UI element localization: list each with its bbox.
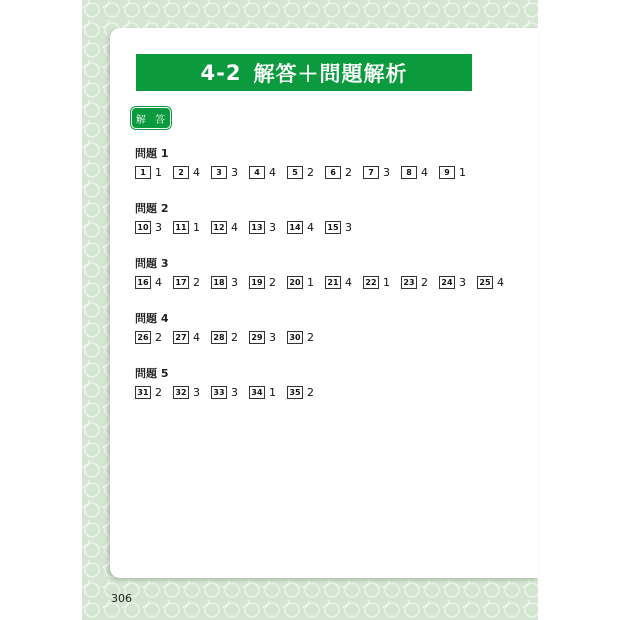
answer-row bbox=[135, 385, 325, 399]
answer-item bbox=[211, 276, 238, 289]
answer-item bbox=[325, 166, 352, 179]
question-number-box: 30 bbox=[287, 331, 303, 344]
answer-item bbox=[135, 221, 162, 234]
answer-value: 3 bbox=[231, 385, 238, 399]
question-number-box: 26 bbox=[135, 331, 151, 344]
answer-item bbox=[173, 166, 200, 179]
answer-value: 2 bbox=[155, 330, 162, 344]
question-number-box: 22 bbox=[363, 276, 379, 289]
answer-value: 3 bbox=[193, 385, 200, 399]
answer-value: 2 bbox=[307, 385, 314, 399]
question-number-box: 3 bbox=[211, 166, 227, 179]
answer-item bbox=[173, 386, 200, 399]
question-number-box: 29 bbox=[249, 331, 265, 344]
answer-item bbox=[363, 276, 390, 289]
chapter-title-banner bbox=[136, 54, 472, 91]
question-number-box: 35 bbox=[287, 386, 303, 399]
answer-value: 4 bbox=[497, 275, 504, 289]
answer-item bbox=[249, 221, 276, 234]
section-heading: 問題 1 bbox=[135, 147, 169, 160]
answer-item bbox=[287, 221, 314, 234]
answer-row bbox=[135, 165, 477, 179]
question-number-box: 10 bbox=[135, 221, 151, 234]
page-number: 306 bbox=[111, 592, 132, 605]
answer-item bbox=[249, 331, 276, 344]
question-number-box: 2 bbox=[173, 166, 189, 179]
question-number-box: 7 bbox=[363, 166, 379, 179]
answer-item bbox=[325, 276, 352, 289]
answer-value: 3 bbox=[231, 165, 238, 179]
question-number-box: 9 bbox=[439, 166, 455, 179]
answer-value: 4 bbox=[231, 220, 238, 234]
answer-value: 4 bbox=[269, 165, 276, 179]
answer-row bbox=[135, 220, 363, 234]
question-number-box: 5 bbox=[287, 166, 303, 179]
answer-item bbox=[439, 166, 466, 179]
answer-value: 2 bbox=[307, 165, 314, 179]
answer-value: 4 bbox=[155, 275, 162, 289]
question-number-box: 6 bbox=[325, 166, 341, 179]
answer-label: 解 答 bbox=[133, 109, 169, 127]
section-heading: 問題 3 bbox=[135, 257, 169, 270]
answer-value: 3 bbox=[269, 330, 276, 344]
question-number-box: 28 bbox=[211, 331, 227, 344]
answer-item bbox=[287, 386, 314, 399]
answer-value: 4 bbox=[307, 220, 314, 234]
answer-item bbox=[135, 276, 162, 289]
answer-value: 3 bbox=[383, 165, 390, 179]
question-number-box: 11 bbox=[173, 221, 189, 234]
question-number-box: 19 bbox=[249, 276, 265, 289]
question-number-box: 21 bbox=[325, 276, 341, 289]
question-number-box: 4 bbox=[249, 166, 265, 179]
answer-item bbox=[477, 276, 504, 289]
answer-row bbox=[135, 330, 325, 344]
question-number-box: 1 bbox=[135, 166, 151, 179]
answer-item bbox=[401, 166, 428, 179]
answer-value: 4 bbox=[193, 330, 200, 344]
answer-item bbox=[173, 331, 200, 344]
question-number-box: 20 bbox=[287, 276, 303, 289]
question-number-box: 23 bbox=[401, 276, 417, 289]
question-number-box: 12 bbox=[211, 221, 227, 234]
question-number-box: 25 bbox=[477, 276, 493, 289]
answer-value: 2 bbox=[307, 330, 314, 344]
chapter-number: 4-2 bbox=[200, 60, 242, 85]
answer-value: 1 bbox=[383, 275, 390, 289]
chapter-title: 解答＋問題解析 bbox=[253, 61, 408, 86]
answer-value: 1 bbox=[193, 220, 200, 234]
question-number-box: 17 bbox=[173, 276, 189, 289]
answer-value: 1 bbox=[459, 165, 466, 179]
answer-value: 2 bbox=[193, 275, 200, 289]
answer-value: 2 bbox=[155, 385, 162, 399]
question-number-box: 31 bbox=[135, 386, 151, 399]
answer-value: 4 bbox=[421, 165, 428, 179]
answer-item bbox=[135, 386, 162, 399]
answer-value: 3 bbox=[155, 220, 162, 234]
question-number-box: 15 bbox=[325, 221, 341, 234]
question-number-box: 8 bbox=[401, 166, 417, 179]
answer-item bbox=[249, 276, 276, 289]
answer-item bbox=[401, 276, 428, 289]
answer-item bbox=[173, 276, 200, 289]
answer-value: 4 bbox=[345, 275, 352, 289]
question-number-box: 33 bbox=[211, 386, 227, 399]
answer-item bbox=[249, 166, 276, 179]
answer-item bbox=[439, 276, 466, 289]
question-number-box: 27 bbox=[173, 331, 189, 344]
section-heading: 問題 4 bbox=[135, 312, 169, 325]
section-heading: 問題 2 bbox=[135, 202, 169, 215]
answer-item bbox=[211, 221, 238, 234]
question-number-box: 16 bbox=[135, 276, 151, 289]
answer-item bbox=[249, 386, 276, 399]
question-number-box: 18 bbox=[211, 276, 227, 289]
answer-item bbox=[135, 331, 162, 344]
answer-row bbox=[135, 275, 515, 289]
question-number-box: 32 bbox=[173, 386, 189, 399]
question-number-box: 24 bbox=[439, 276, 455, 289]
answer-item bbox=[211, 386, 238, 399]
answer-value: 1 bbox=[307, 275, 314, 289]
answer-value: 1 bbox=[155, 165, 162, 179]
answer-item bbox=[325, 221, 352, 234]
question-number-box: 34 bbox=[249, 386, 265, 399]
answer-value: 3 bbox=[231, 275, 238, 289]
answer-item bbox=[287, 166, 314, 179]
answer-value: 3 bbox=[459, 275, 466, 289]
answer-item bbox=[363, 166, 390, 179]
answer-item bbox=[287, 276, 314, 289]
answer-value: 2 bbox=[421, 275, 428, 289]
section-heading: 問題 5 bbox=[135, 367, 169, 380]
answer-item bbox=[211, 166, 238, 179]
question-number-box: 14 bbox=[287, 221, 303, 234]
question-number-box: 13 bbox=[249, 221, 265, 234]
answer-value: 2 bbox=[345, 165, 352, 179]
answer-item bbox=[287, 331, 314, 344]
answer-value: 3 bbox=[269, 220, 276, 234]
content-panel bbox=[110, 28, 538, 578]
answer-item bbox=[173, 221, 200, 234]
answer-value: 4 bbox=[193, 165, 200, 179]
answer-item bbox=[135, 166, 162, 179]
answer-value: 2 bbox=[231, 330, 238, 344]
answer-value: 3 bbox=[345, 220, 352, 234]
answer-value: 1 bbox=[269, 385, 276, 399]
answer-item bbox=[211, 331, 238, 344]
answer-value: 2 bbox=[269, 275, 276, 289]
